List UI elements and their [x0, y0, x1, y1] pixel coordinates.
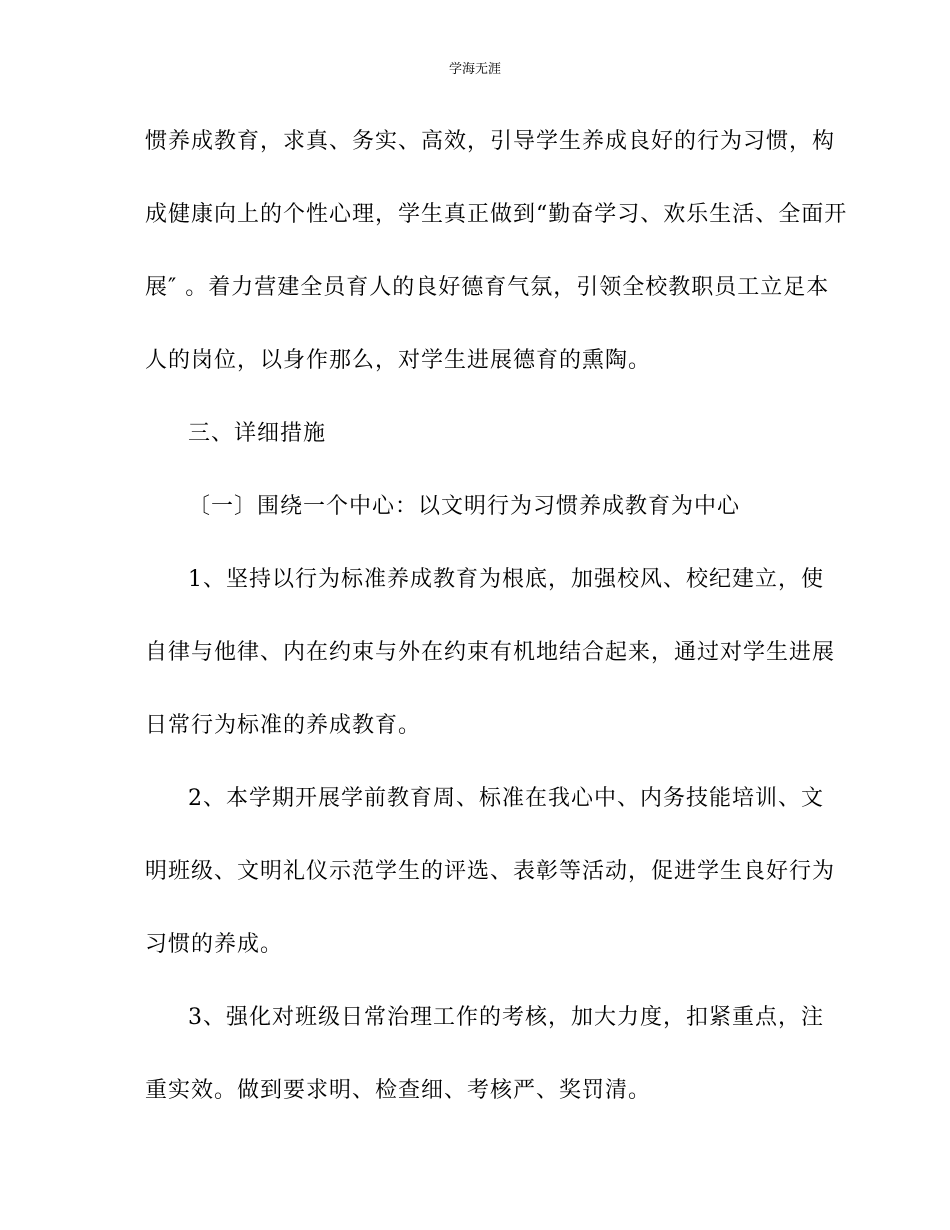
body-line: 3、强化对班级日常治理工作的考核，加大力度，扣紧重点，注	[188, 1005, 824, 1030]
body-line: 人的岗位，以身作那么，对学生进展德育的熏陶。	[145, 348, 652, 373]
body-line: 明班级、文明礼仪示范学生的评选、表彰等活动，促进学生良好行为	[145, 859, 836, 884]
body-line: 展″ 。着力营建全员育人的良好德育气氛，引领全校教职员工立足本	[145, 275, 830, 300]
subsection-heading: 〔一〕围绕一个中心：以文明行为习惯养成教育为中心	[188, 494, 741, 519]
body-line: 1、坚持以行为标准养成教育为根底，加强校风、校纪建立，使	[188, 567, 824, 592]
body-line: 惯养成教育，求真、务实、高效，引导学生养成良好的行为习惯，构	[145, 129, 836, 154]
body-line: 2、本学期开展学前教育周、标准在我心中、内务技能培训、文	[188, 786, 824, 811]
page-header: 学海无涯	[448, 62, 501, 77]
body-line: 日常行为标准的养成教育。	[145, 713, 422, 738]
body-line: 重实效。做到要求明、检查细、考核严、奖罚清。	[145, 1078, 652, 1103]
body-line: 自律与他律、内在约束与外在约束有机地结合起来，通过对学生进展	[145, 640, 836, 665]
section-heading: 三、详细措施	[188, 421, 327, 446]
body-line: 习惯的养成。	[145, 932, 284, 957]
body-line: 成健康向上的个性心理，学生真正做到“勤奋学习、欢乐生活、全面开	[145, 202, 848, 227]
